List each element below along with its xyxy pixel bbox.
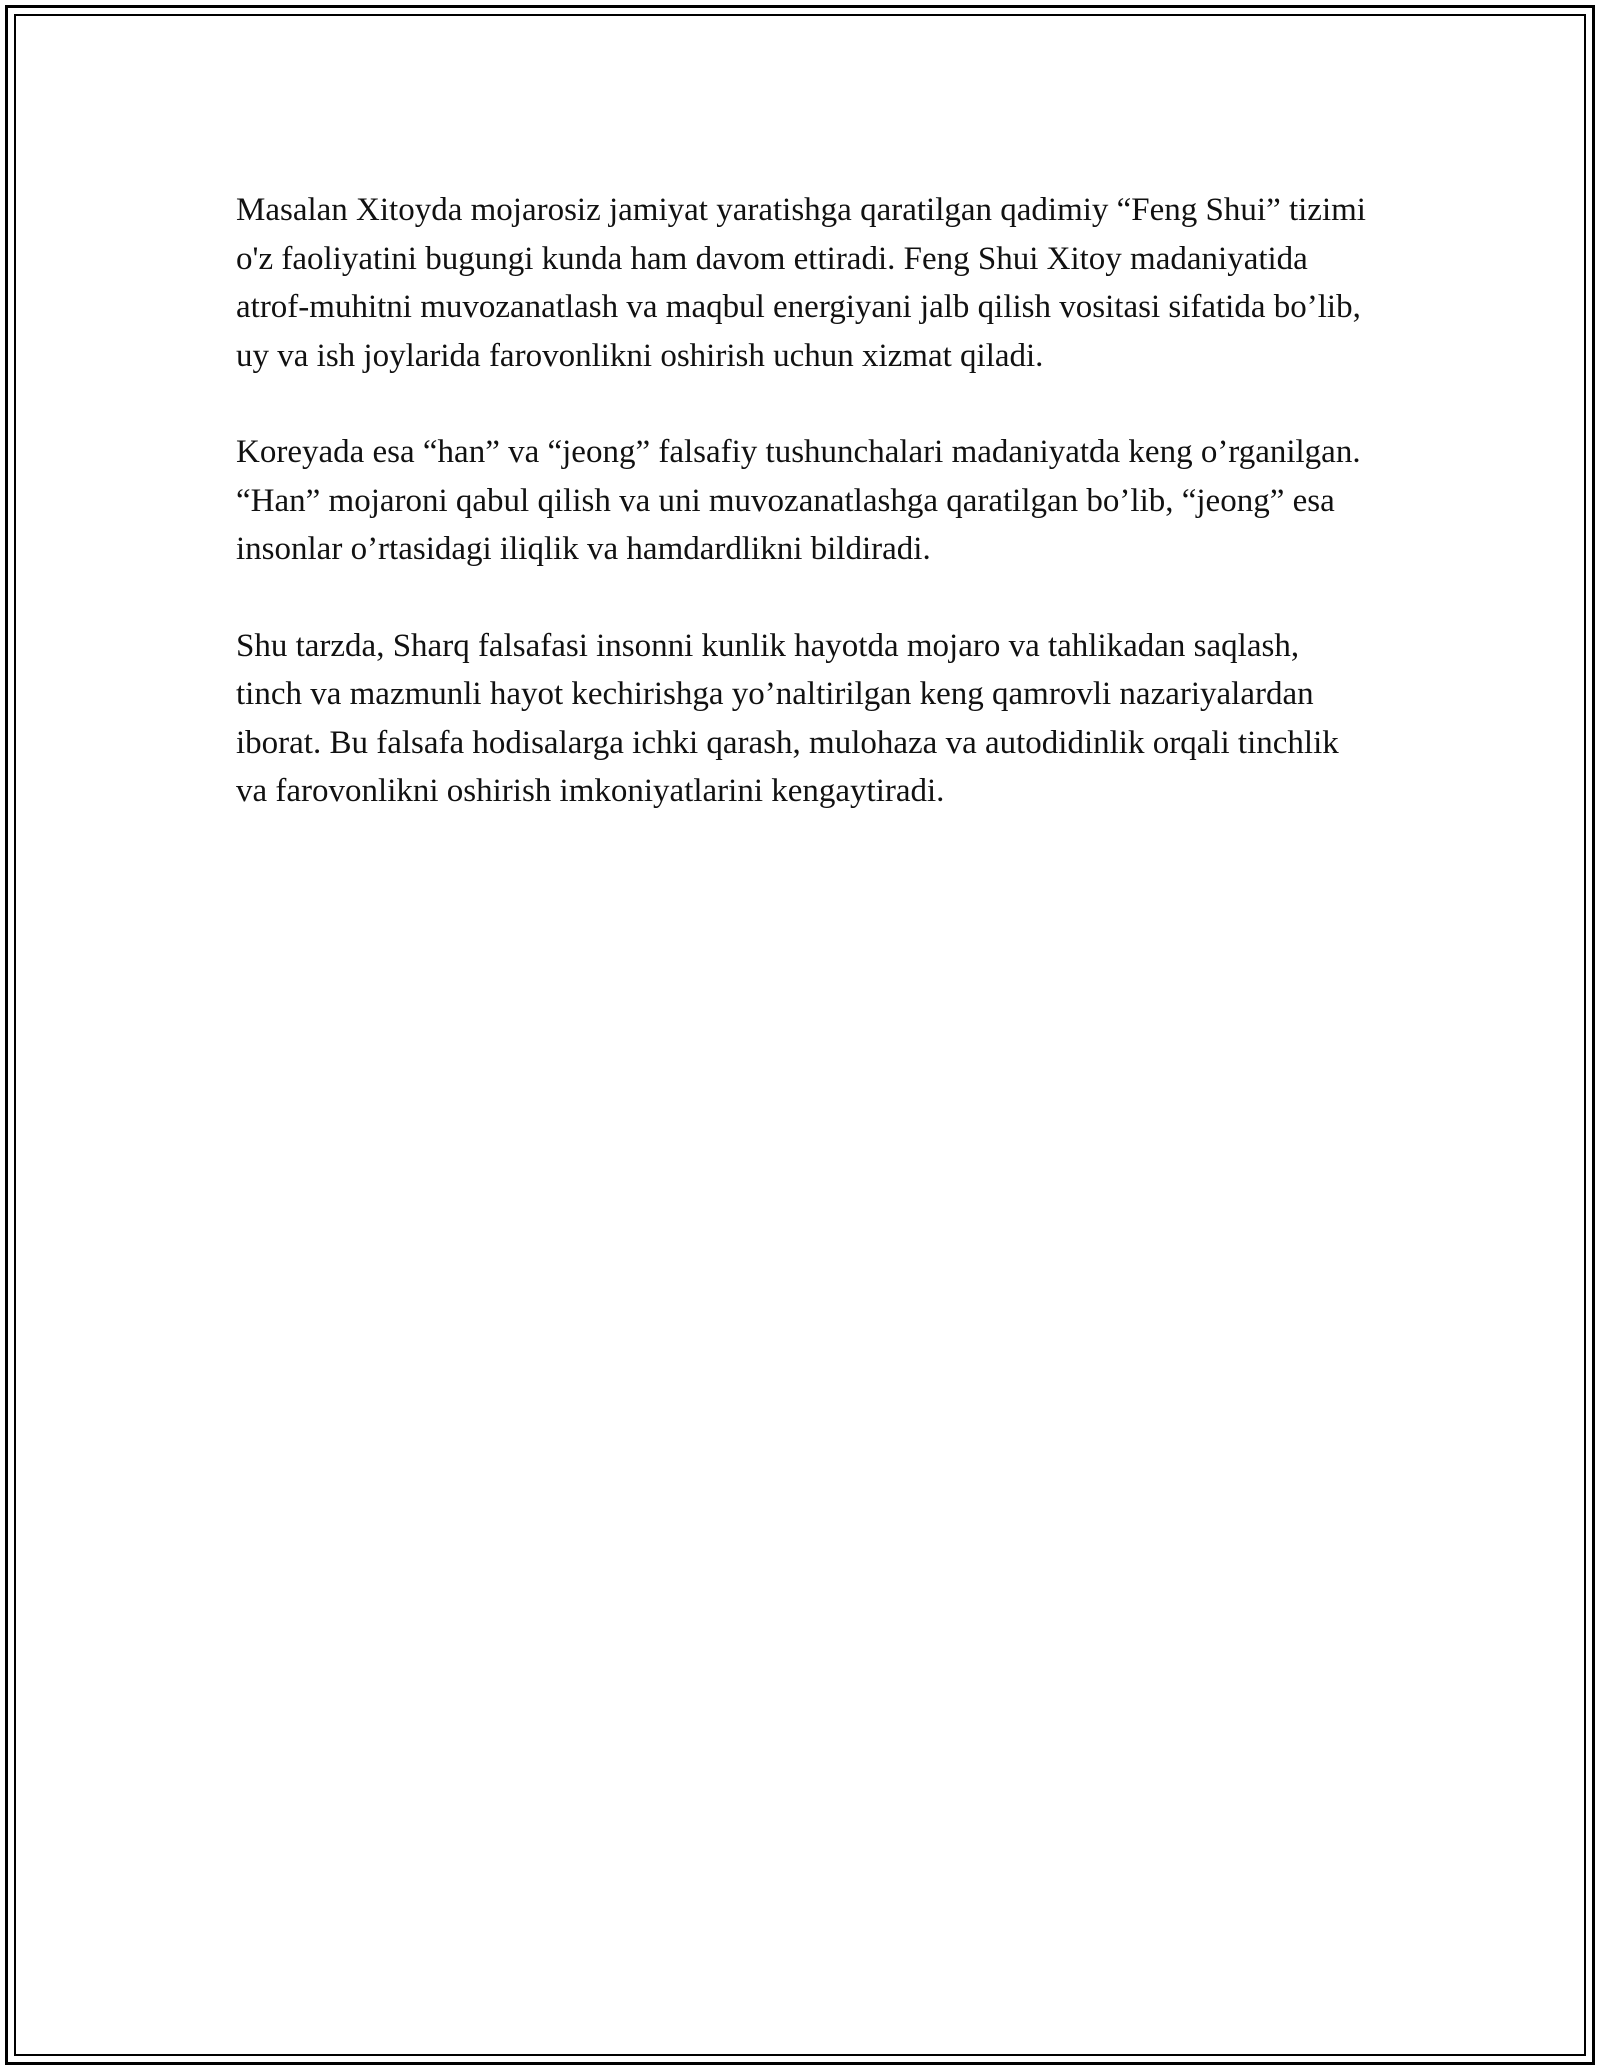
document-body	[236, 186, 1366, 864]
paragraph-han-jeong: Koreyada esa “han” va “jeong” falsafiy tushunchalari madaniyatda keng o’rganilgan. “Han” mojaroni qabul qilish va uni muvozanatlashga qaratilgan bo’lib, “jeong” esa insonlar o’rtasidagi iliqlik va hamdardlikni bildiradi.	[236, 434, 1361, 567]
paragraph-feng-shui: Masalan Xitoyda mojarosiz jamiyat yaratishga qaratilgan qadimiy “Feng Shui” tizimi o'z faoliyatini bugungi kunda ham davom ettiradi. Feng Shui Xitoy madaniyatida atrof-muhitni muvozanatlash va maqbul energiyani jalb qilish vositasi sifatida bo’lib, uy va ish joylarida farovonlikni oshirish uchun xizmat qiladi.	[236, 192, 1366, 374]
paragraph-conclusion: Shu tarzda, Sharq falsafasi insonni kunlik hayotda mojaro va tahlikadan saqlash, tinch va mazmunli hayot kechirishga yo’naltirilgan keng qamrovli nazariyalardan iborat. Bu falsafa hodisalarga ichki qarash, mulohaza va autodidinlik orqali tinchlik va farovonlikni oshirish imkoniyatlarini kengaytiradi.	[236, 627, 1339, 809]
